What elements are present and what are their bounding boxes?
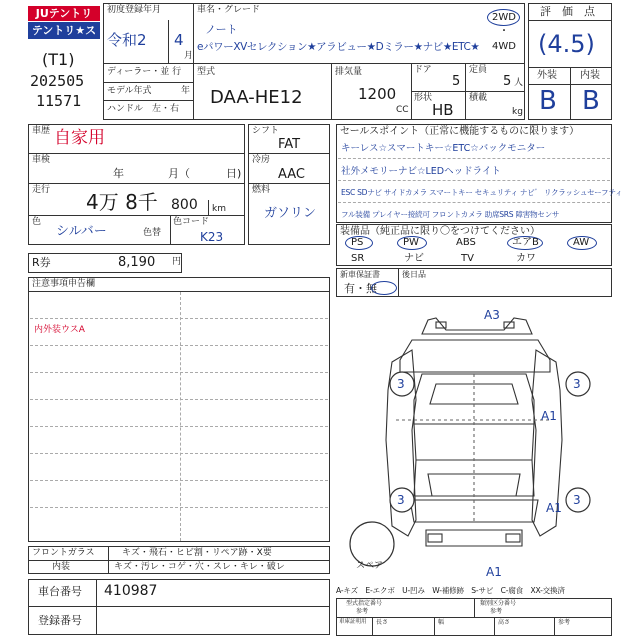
damage-diagram [336, 300, 612, 582]
color-code-label: 色コード [173, 217, 210, 227]
handle-label: ハンドル 左・右 [107, 104, 180, 114]
capacity-label: 定員 [469, 65, 488, 75]
spare-label: スペア [356, 561, 384, 571]
logo-bottom: テントリ★スター [28, 22, 100, 39]
shift-value: FAT [278, 137, 301, 152]
capacity-value: 5 [503, 74, 512, 89]
chassis-label: 車台番号 [38, 585, 82, 598]
rating-label: 評 価 点 [540, 5, 595, 18]
damage-legend: A-キズ E-エクボ U-凹み W-補修跡 S-サビ C-腐食 XX-交換済 [336, 586, 565, 595]
color-code: K23 [200, 230, 224, 244]
warranty-options: 有・無 [344, 282, 377, 295]
stamp-width: 幅 [438, 619, 445, 626]
sales-point-line-3: ESC SDナビ サイドカメラ スマートキー セキュリティ ナビ゛ リクラッシュセーフティ [341, 188, 623, 197]
equip-airbag: エアB [512, 237, 539, 248]
recycle-label: R券 [32, 256, 51, 269]
stamp-class-no: 類別区分番号 [480, 600, 517, 607]
shape-label: 形状 [414, 93, 433, 103]
sales-points-label: セールスポイント（正常に機能するものに限ります） [340, 126, 580, 137]
inspection-label: 車検 [32, 155, 51, 165]
logo [28, 6, 100, 54]
stamp-type-spec: 型式指定番号 [346, 600, 383, 607]
interior-condition-label: 内装 [52, 562, 71, 572]
equip-pw: PW [403, 237, 419, 248]
front-glass-label: フロントガラス [32, 548, 95, 558]
drive-dot: ・ [499, 26, 509, 37]
chassis-value: 410987 [104, 583, 158, 599]
warranty-date-label: 後日品 [402, 270, 426, 279]
shift-label: シフト [252, 126, 280, 136]
registration-era: 令和2 [107, 31, 147, 49]
displacement-unit: CC [396, 105, 409, 115]
model-value: DAA-HE12 [210, 87, 303, 108]
recycle-value: 8,190 [118, 255, 156, 270]
color-change-label: 色替 [143, 228, 162, 238]
load-unit: kg [512, 107, 523, 117]
drive-4wd: 4WD [492, 41, 516, 52]
usage-value: 自家用 [54, 128, 105, 148]
recycle-unit: 円 [172, 257, 182, 267]
equip-tv: TV [461, 253, 474, 264]
lot-code: (T1) [42, 50, 75, 69]
doors-value: 5 [452, 74, 461, 89]
car-name-label: 車名・グレード [197, 5, 261, 15]
equip-leather: カワ [516, 253, 536, 264]
mileage-unit: km [212, 204, 226, 214]
logo-top: JUテントリ [28, 6, 100, 21]
damage-label-tire-rl: 3 [397, 493, 405, 507]
lot-id-2: 11571 [36, 92, 82, 110]
interior-grade: B [582, 86, 600, 116]
stamp-length: 長さ [376, 619, 389, 626]
reg-number-label: 登録番号 [38, 614, 82, 627]
shape-value: HB [432, 101, 454, 119]
doors-label: ドア [414, 65, 432, 75]
damage-label-tire-fl: 3 [397, 377, 405, 391]
damage-label-front: A3 [484, 308, 500, 322]
stamp-garage: 車庫証明用 [339, 619, 367, 625]
model-label: 型式 [197, 67, 216, 77]
stamp-ref-3: 参考 [558, 619, 571, 626]
sales-point-line-4: フル装備 プレイヤー接続可 フロントカメラ 助席SRS 障害物センサ [341, 210, 560, 219]
fuel-label: 燃料 [252, 185, 271, 195]
ac-value: AAC [278, 167, 305, 182]
damage-label-rear: A1 [486, 565, 502, 579]
load-label: 積載 [469, 93, 488, 103]
damage-label-rear-right: A1 [546, 501, 562, 515]
damage-label-tire-fr: 3 [573, 377, 581, 391]
exterior-label: 外装 [537, 70, 557, 81]
registration-month: 4 [174, 31, 184, 49]
mileage-value: 4万 8千 [86, 190, 158, 214]
equipment-label: 装備品（純正品に限り〇をつけてください） [340, 226, 540, 237]
model-year-label: モデル年式 [107, 86, 152, 96]
ac-label: 冷房 [252, 155, 271, 165]
inspection-month: 月（ [168, 167, 190, 180]
car-name: ノート [205, 23, 238, 36]
exterior-grade: B [539, 86, 557, 116]
capacity-unit: 人 [514, 78, 524, 88]
interior-condition-value: キズ・汚レ・コゲ・穴・スレ・キレ・破レ [114, 562, 285, 572]
fuel-value: ガソリン [264, 206, 317, 221]
front-glass-value: キズ・飛石・ヒビ割・リペア跡・X要 [122, 548, 272, 558]
equip-navi: ナビ [404, 253, 424, 264]
damage-label-side-right: A1 [541, 409, 557, 423]
stamp-height: 高さ [498, 619, 511, 626]
equip-abs: ABS [456, 237, 476, 248]
lot-id-1: 202505 [30, 72, 85, 90]
interior-label: 内装 [580, 70, 600, 81]
mileage-label: 走行 [32, 185, 51, 195]
color-label: 色 [32, 217, 42, 227]
sales-point-line-1: キーレス☆スマートキー☆ETC☆バックモニター [341, 143, 546, 154]
equip-sr: SR [351, 253, 365, 264]
color-value: シルバー [56, 224, 107, 239]
equip-ps: PS [351, 237, 364, 248]
model-year-unit: 年 [181, 86, 191, 96]
warranty-selected-circle [371, 281, 397, 295]
sales-point-line-2: 社外メモリーナビ☆LEDヘッドライト [341, 166, 501, 177]
equip-aw: AW [573, 237, 590, 248]
usage-label: 車歴 [32, 126, 51, 136]
notes-item-1: 内外装ウスA [34, 325, 85, 335]
damage-label-tire-rr: 3 [573, 493, 581, 507]
drive-2wd: 2WD [492, 12, 516, 23]
rating-score: (4.5) [538, 30, 595, 58]
registration-month-unit: 月 [184, 51, 194, 61]
warranty-label: 新車保証書 [340, 270, 380, 279]
displacement-label: 排気量 [335, 67, 363, 77]
car-grade: eパワーXVセレクション★アラビュー★Dミラー★ナビ★ETC★ [197, 41, 480, 53]
stamp-ref-1: 参考 [356, 608, 369, 615]
inspection-day: 日) [226, 167, 242, 180]
notes-label: 注意事項申告欄 [32, 279, 96, 289]
stamp-ref-2: 参考 [490, 608, 503, 615]
dealer-label: ディーラー・並 行 [107, 67, 182, 77]
inspection-year: 年 [113, 167, 124, 180]
displacement-value: 1200 [358, 85, 397, 103]
mileage-km: 800 [171, 197, 198, 213]
registration-label: 初度登録年月 [107, 5, 162, 15]
